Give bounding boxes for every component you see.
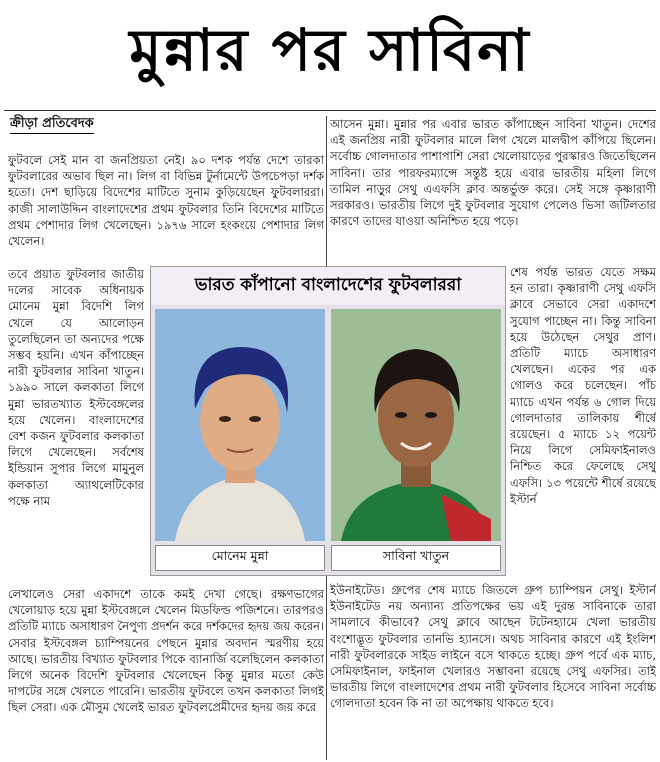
photo-right [331,309,501,541]
headline-rule [4,110,656,111]
article-paragraph-3: লেখালেও সেরা একাদশে তাকে কমই দেখা গেছে। রক্ষণভাগের খেলোয়াড় হয়ে মুন্না ইস্টবেঙ্গলে খেলেন মিডফিল্ড পজিশনে। তারপরও প্রতিটি ম্যাচে অসাধারণ নৈপুণ্য প্রদর্শন করে দর্শকদের হৃদয় জয় করেন। সেবার ইস্টবেঙ্গল চ্যাম্পিয়নের পেছনে মুন্নার অবদান স্মরণীয় হয়ে আছে। ভারতীয় বিখ্যাত ফুটবলার পিকে ব্যানার্জি বলেছিলেন কলকাতা লিগে অনেক বিদেশি ফুটবলার খেলেছেন কিন্তু মুন্নার মতো কেউ দাপটের সঙ্গে খেলতে পারেনি। ভারতীয় ফুটবলে তখন কলকাতা লিগই ছিল সেরা। এক মৌসুম খেলেই ভারত ফুটবলপ্রেমীদের হৃদয় জয় করে [8,587,324,715]
article-paragraph-4: আসেন মুন্না। মুন্নার পর এবার ভারত কাঁপাচ্ছেন সাবিনা খাতুন। দেশের এই জনপ্রিয় নারী ফুটবলার মালে লিগ খেলে মালদ্বীপ কাঁপিয়ে ছিলেন। সর্বোচ্চ গোলদাতার পাশাপাশি সেরা খেলোয়াড়ের পুরস্কারও জিতেছিলেন সাবিনা। তার পারফরম্যান্সে সন্তুষ্ট হয়ে এবার ভারতীয় মহিলা লিগে তামিল নাড়ুর সেথু এএফসি ক্লাব অন্তর্ভুক্ত করে। সেই সঙ্গে কৃষ্ণারাণী সরকারও। ভারতীয় লিগে দুই ফুটবলার সুযোগ পেলেও ভিসা জটিলতার কারণে তাদের যাওয়া অনিশ্চিত হয়ে পড়ে। [330,117,656,229]
byline: ক্রীড়া প্রতিবেদক [10,116,94,134]
portrait-female-icon [331,309,501,541]
photo-left-caption: মোনেম মুন্না [155,545,325,571]
photo-feature [150,266,506,576]
photo-feature-title: ভারত কাঁপানো বাংলাদেশের ফুটবলাররা [151,267,505,305]
portrait-male-icon [155,309,325,541]
photo-left [155,309,325,541]
article-paragraph-1: ফুটবলে সেই মান বা জনপ্রিয়তা নেই। ৯০ দশক পর্যন্ত দেশে তারকা ফুটবলারের অভাব ছিল না। লিগ বা বিভিন্ন টুর্নামেন্টে উপচেপড়া দর্শক হতো। দেশ ছাড়িয়ে বিদেশের মাটিতে সুনাম কুড়িয়েছেন ফুটবলাররা। কাজী সালাউদ্দিন বাংলাদেশের প্রথম ফুটবলার তিনি বিদেশের মাটিতে প্রথম পেশাদার লিগ খেলেছেন। ১৯৭৬ সালে হংকংয়ে পেশাদার লিগ খেলেন। [8,153,324,249]
photo-right-caption: সাবিনা খাতুন [331,545,501,571]
article-paragraph-5: শেষ পর্যন্ত ভারত যেতে সক্ষম হন তারা। কৃষ্ণারাণী সেথু এফসি ক্লাবে সেভাবে সেরা একাদশে সুযোগ পাচ্ছেন না। কিন্তু সাবিনা হয়ে উঠেছেন সেথুর প্রাণ। প্রতিটি ম্যাচে অসাধারণ খেলছেন। একের পর এক গোলও করে চলেছেন। পাঁচ ম্যাচে এখন পর্যন্ত ৬ গোল দিয়ে গোলদাতার তালিকায় শীর্ষে রয়েছেন। ৫ ম্যাচে ১২ পয়েন্ট নিয়ে লিগে সেমিফাইনালও নিশ্চিত করে ফেলেছে সেথু এফসি। ১৩ পয়েন্টে শীর্ষে রয়েছে ইস্টার্ন [510,265,656,506]
article-paragraph-2: তবে প্রয়াত ফুটবলার জাতীয় দলের সাবেক অধিনায়ক মোনেম মুন্না বিদেশি লিগ খেলে যে আলোড়ন তুলেছিলেন তা অন্যদের পক্ষে সম্ভব হয়নি। এখন কাঁপাচ্ছেন নারী ফুটবলার সাবিনা খাতুন। ১৯৯০ সালে কলকাতা লিগে মুন্না ভারতখ্যাত ইস্টবেঙ্গলের হয়ে খেলেন। বাংলাদেশের বেশ কজন ফুটবলার কলকাতা লিগে খেলেছেন। সর্বশেষ ইন্ডিয়ান সুপার লিগে মামুনুল কলকাতা অ্যাথলেটিকোর পক্ষে নাম [8,267,144,508]
article-paragraph-6: ইউনাইটেড। গ্রুপের শেষ ম্যাচে জিতলে গ্রুপ চ্যাম্পিয়ন সেথু। ইস্টার্ন ইউনাইটেড নয় অন্যান্য প্রতিপক্ষের ভয় এই দুরন্ত সাবিনাকে তারা সামলাবে কীভাবে? সেথু ক্লাবে আছেন টটেনহ্যামে খেলা ভারতীয় বংশোদ্ভূত ফুটবলার তানভি হ্যানসে। অথচ সাবিনার কারণে এই ইংলিশ নারী ফুটবলারকে সাইড লাইনে বসে থাকতে হচ্ছে। গ্রুপ পর্বে এক ম্যাচ, সেমিফাইনাল, ফাইনাল খেলারও সম্ভাবনা রয়েছে সেথু এফসির। তাই ভারতীয় লিগে বাংলাদেশের প্রথম নারী ফুটবলার হিসেবে সাবিনা সর্বোচ্চ গোলদাতা হবেন কি না তা অপেক্ষায় থাকতে হবে। [330,583,656,711]
headline: মুন্নার পর সাবিনা [129,15,531,84]
